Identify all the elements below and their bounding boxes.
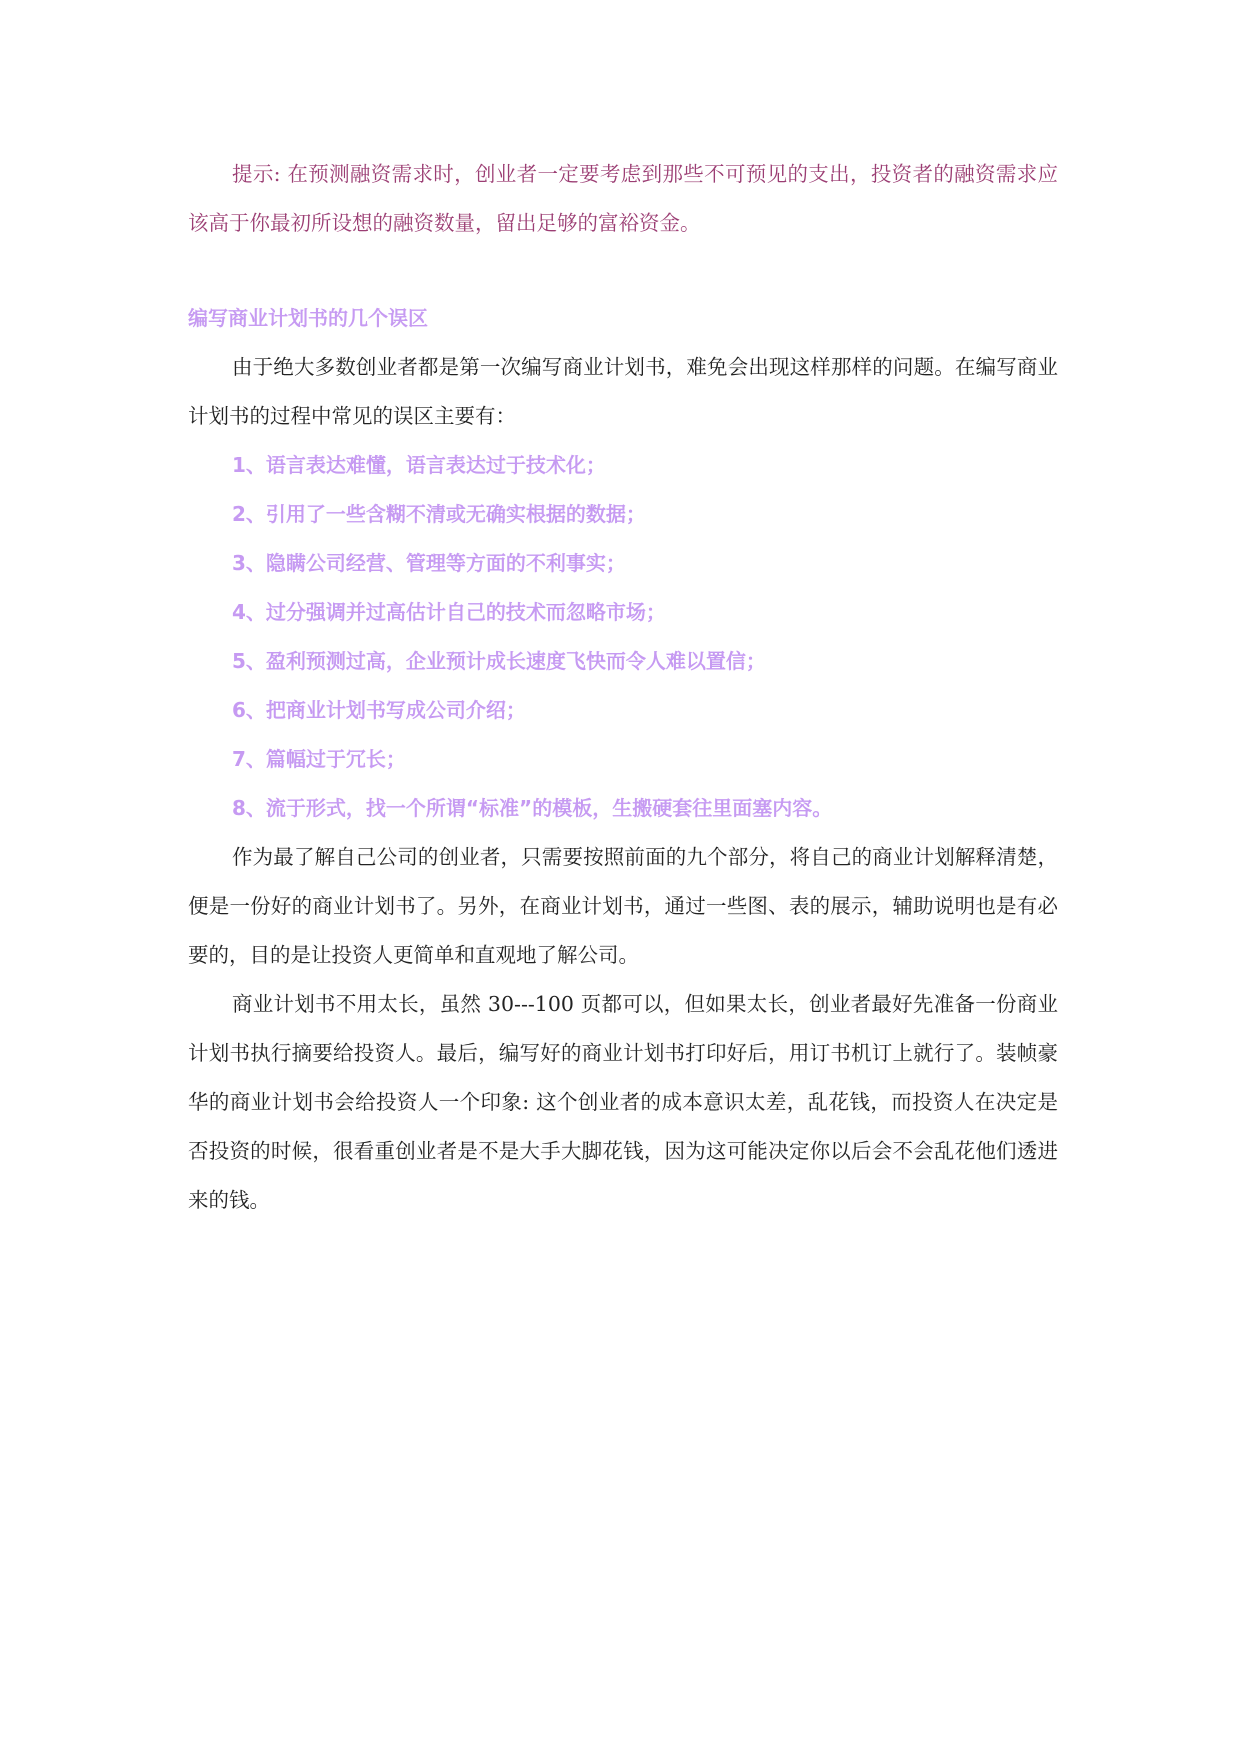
- list-item: 6、把商业计划书写成公司介绍；: [232, 698, 526, 722]
- list-item: 3、隐瞒公司经营、管理等方面的不利事实；: [232, 551, 626, 575]
- body-paragraph-3: 商业计划书不用太长，虽然 30---100 页都可以，但如果太长，创业者最好先准备一份商业计划书执行摘要给投资人。最后，编写好的商业计划书打印好后，用订书机订上就行了。装帧豪华的商业计划书会给投资人一个印象: 这个创业者的成本意识太差，乱花钱，而投资人在决定是否投资的时候，很看重创业者是不是大手大脚花钱，因为这可能决定你以后会不会乱花他们透进来的钱。: [188, 992, 1058, 1212]
- tip-paragraph: 提示: 在预测融资需求时，创业者一定要考虑到那些不可预见的支出，投资者的融资需求应该高于你最初所设想的融资数量，留出足够的富裕资金。: [188, 162, 1058, 235]
- list-item: 5、盈利预测过高，企业预计成长速度飞快而令人难以置信；: [232, 649, 766, 673]
- body-paragraph-2: 作为最了解自己公司的创业者，只需要按照前面的九个部分，将自己的商业计划解释清楚，便是一份好的商业计划书了。另外，在商业计划书，通过一些图、表的展示，辅助说明也是有必要的，目的是让投资人更简单和直观地了解公司。: [188, 845, 1058, 967]
- mistakes-list: [188, 441, 1058, 833]
- list-item: 1、语言表达难懂，语言表达过于技术化；: [232, 453, 606, 477]
- intro-paragraph: 由于绝大多数创业者都是第一次编写商业计划书，难免会出现这样那样的问题。在编写商业计划书的过程中常见的误区主要有：: [188, 355, 1058, 428]
- section-heading: 编写商业计划书的几个误区: [188, 306, 428, 330]
- spacer: [188, 248, 1058, 294]
- list-item: 4、过分强调并过高估计自己的技术而忽略市场；: [232, 600, 666, 624]
- list-item: 2、引用了一些含糊不清或无确实根据的数据；: [232, 502, 646, 526]
- document-content: [188, 150, 1058, 1225]
- list-item: 8、流于形式，找一个所谓“标准”的模板，生搬硬套往里面塞内容。: [232, 796, 833, 820]
- list-item: 7、篇幅过于冗长；: [232, 747, 406, 771]
